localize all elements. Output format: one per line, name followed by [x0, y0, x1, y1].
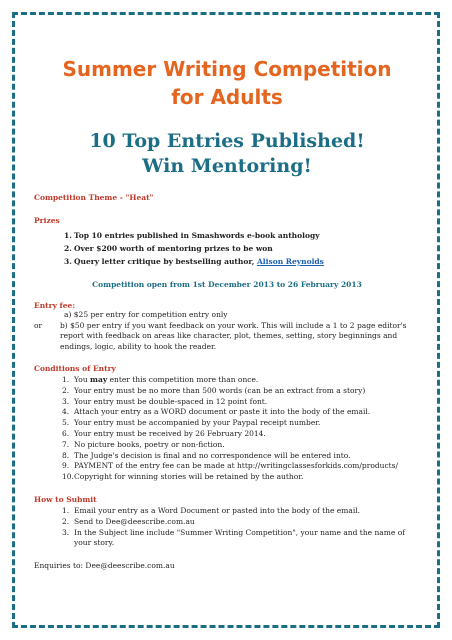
condition-item: 1. You may enter this competition more than once.	[62, 375, 259, 384]
subtitle-line-1: 10 Top Entries Published!	[89, 130, 365, 152]
condition-item: 3. Your entry must be double-spaced in 12 point font.	[62, 396, 268, 406]
flyer-content	[34, 55, 420, 578]
how-to-submit-list	[62, 505, 420, 549]
entry-fee-heading: Entry fee:	[34, 301, 76, 310]
submit-step: 1. Email your entry as a Word Document or pasted into the body of the email.	[62, 505, 360, 515]
condition-item: 8. The Judge's decision is final and no correspondence will be entered into.	[62, 450, 351, 460]
fee-option-a: a) $25 per entry for competition entry only	[64, 310, 228, 319]
title-line-1: Summer Writing Competition	[62, 57, 392, 81]
conditions-heading: Conditions of Entry	[34, 364, 116, 373]
condition-item: 7. No picture books, poetry or non-fiction.	[62, 439, 225, 449]
prizes-heading: Prizes	[34, 216, 60, 225]
fee-option-b	[34, 321, 420, 353]
fee-or-label: or	[34, 320, 43, 330]
submit-step: 3. In the Subject line include "Summer Writing Competition", your name and the name of your story.	[62, 527, 406, 548]
prize-item: 1. Top 10 entries published in Smashwords e-book anthology	[64, 231, 320, 240]
competition-dates: Competition open from 1st December 2013 to 26 February 2013	[92, 280, 362, 289]
title-line-2: for Adults	[171, 85, 283, 109]
how-to-submit-heading: How to Submit	[34, 494, 97, 504]
condition-item: 9. PAYMENT of the entry fee can be made at http://writingclassesforkids.com/products/	[62, 461, 399, 471]
condition-item: 10. Copyright for winning stories will be retained by the author.	[62, 472, 304, 482]
fee-option-b-text: b) $50 per entry if you want feedback on your work. This will include a 1 to 2 page editor's report with feedback on areas like character, plot, themes, setting, story beginnings and endings, logic, ability to hook the reader.	[60, 320, 407, 351]
condition-item: 5. Your entry must be accompanied by your Paypal receipt number.	[62, 418, 321, 428]
page-subtitle	[34, 129, 420, 179]
condition-item: 6. Your entry must be received by 26 February 2014.	[62, 428, 266, 438]
condition-item: 4. Attach your entry as a WORD document or paste it into the body of the email.	[62, 407, 371, 417]
prize-item: 3. Query letter critique by bestselling author, Alison Reynolds	[64, 257, 324, 266]
page-title	[34, 55, 420, 111]
author-link[interactable]: Alison Reynolds	[256, 257, 324, 266]
entry-fee-options	[34, 310, 420, 352]
competition-theme: Competition Theme - "Heat"	[34, 193, 154, 202]
enquiries-contact: Enquiries to: Dee@deescribe.com.au	[34, 561, 175, 571]
condition-item: 2. Your entry must be no more than 500 words (can be an extract from a story)	[62, 385, 366, 395]
submit-step: 2. Send to Dee@deescribe.com.au	[62, 516, 195, 526]
prize-item: 2. Over $200 worth of mentoring prizes to be won	[64, 244, 273, 253]
conditions-list	[62, 375, 420, 483]
subtitle-line-2: Win Mentoring!	[142, 155, 312, 177]
prizes-list	[64, 229, 420, 268]
